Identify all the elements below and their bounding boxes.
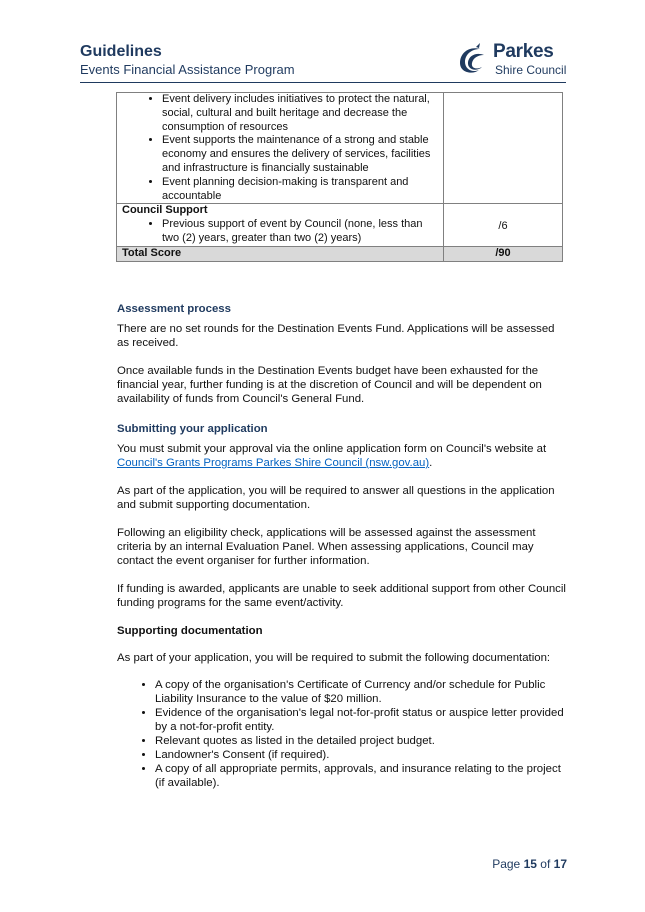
- page-total: 17: [553, 857, 567, 871]
- paragraph: As part of the application, you will be required to answer all questions in the application and submit supporting documentation.: [117, 485, 555, 511]
- paragraph: Following an eligibility check, applications will be assessed against the assessment criteria by an internal Evaluation Panel. When assessing applications, Council may contact the event organiser for further information.: [117, 527, 536, 567]
- paragraph: As part of your application, you will be required to submit the following documentation:: [117, 652, 551, 664]
- criteria-cell: [117, 204, 444, 246]
- total-label: Total Score: [117, 246, 444, 261]
- assessment-heading: Assessment process: [117, 303, 231, 315]
- logo-council: Shire Council: [495, 63, 567, 77]
- list-item: • Evidence of the organisation's legal not-for-profit status or auspice letter provided by a not-for-profit entity.: [155, 706, 567, 734]
- list-item: • Relevant quotes as listed in the detailed project budget.: [155, 734, 567, 748]
- list-item: • Event supports the maintenance of a strong and stable economy and ensures the delivery of services, facilities and infrastructure is financially sustainable: [162, 134, 443, 175]
- list-item: • Event planning decision-making is transparent and accountable: [162, 176, 443, 204]
- page-number: [492, 857, 567, 871]
- header-divider: [80, 82, 566, 83]
- council-logo: [456, 43, 571, 78]
- council-support-heading: Council Support: [122, 204, 208, 217]
- paragraph: There are no set rounds for the Destination Events Fund. Applications will be assessed as received.: [117, 323, 555, 349]
- table-row: [117, 204, 563, 246]
- council-support-score: /6: [498, 220, 508, 233]
- criteria-cell: [117, 93, 444, 204]
- paragraph-text: .: [429, 457, 433, 469]
- logo-name: Parkes: [493, 41, 554, 62]
- page-word: Page: [492, 857, 521, 871]
- total-score: /90: [444, 246, 563, 261]
- list-item: • Event delivery includes initiatives to protect the natural, social, cultural and built heritage and decrease the consumption of resources: [162, 93, 443, 134]
- page-current: 15: [523, 857, 537, 871]
- list-item: • A copy of all appropriate permits, approvals, and insurance relating to the project (if available).: [155, 762, 567, 790]
- list-item: • Landowner's Consent (if required).: [155, 748, 567, 762]
- table-row: [117, 93, 563, 204]
- submitting-heading: Submitting your application: [117, 423, 268, 435]
- grants-programs-link[interactable]: Council's Grants Programs Parkes Shire Council (nsw.gov.au): [117, 457, 430, 469]
- list-item: • A copy of the organisation's Certificate of Currency and/or schedule for Public Liability Insurance to the value of $20 million.: [155, 678, 567, 706]
- main-content: [117, 302, 567, 790]
- paragraph-text: You must submit your approval via the online application form on Council's website at: [117, 443, 547, 455]
- documentation-list: [117, 678, 567, 790]
- paragraph: If funding is awarded, applicants are unable to seek additional support from other Council funding programs for the same event/activity.: [117, 583, 566, 609]
- of-word: of: [540, 857, 551, 871]
- list-item: • Previous support of event by Council (none, less than two (2) years, greater than two (2) years): [162, 218, 443, 246]
- document-subtitle: Events Financial Assistance Program: [80, 62, 295, 77]
- score-cell: [444, 93, 563, 204]
- assessment-criteria-table: [116, 92, 563, 262]
- score-cell: [444, 204, 563, 246]
- criteria-list: [117, 218, 443, 246]
- paragraph: Once available funds in the Destination Events budget have been exhausted for the financial year, further funding is at the discretion of Council and will be dependent on availability of funds from Council's General Fund.: [117, 365, 542, 405]
- supporting-heading: Supporting documentation: [117, 625, 263, 637]
- total-row: [117, 246, 563, 261]
- document-title: Guidelines: [80, 43, 162, 60]
- criteria-list: [117, 93, 443, 203]
- parkes-swirl-logo-icon: [456, 43, 490, 77]
- paragraph: [117, 442, 567, 470]
